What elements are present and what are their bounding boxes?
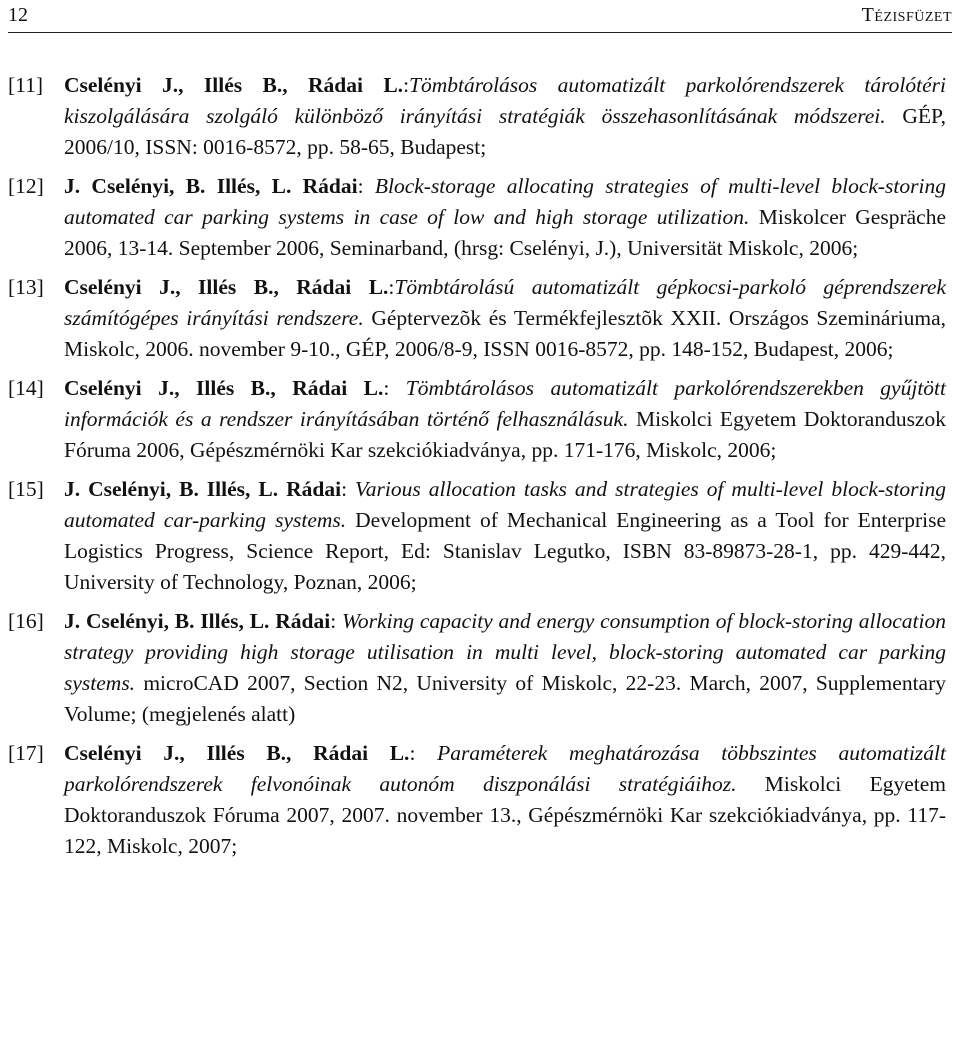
reference-title: Tömbtárolásos automatizált parkolórendszerekben gyűjtött információk és a rendszer irányításában történő felhasználásuk. [64, 376, 946, 431]
reference-item-13 [0, 272, 960, 365]
reference-number: [16] [8, 609, 44, 633]
reference-source: Miskolcer Gespräche 2006, 13-14. September 2006, Seminarband, (hrsg: Cselényi, J.), Universität Miskolc, 2006; [64, 205, 947, 260]
reference-number: [15] [8, 477, 44, 501]
reference-title: Block-storage allocating strategies of multi-level block-storing automated car parking systems in case of low and high storage utilization. [64, 174, 946, 229]
reference-authors: J. Cselényi, B. Illés, L. Rádai [64, 609, 331, 633]
reference-separator: : [330, 609, 342, 633]
reference-separator: : [357, 174, 375, 198]
reference-title: Tömbtárolású automatizált gépkocsi-parkoló géprendszerek számítógépes irányítási rendszere. [64, 275, 946, 330]
reference-authors: J. Cselényi, B. Illés, L. Rádai [64, 174, 358, 198]
reference-source: Miskolci Egyetem Doktoranduszok Fóruma 2006, Gépészmérnöki Kar szekciókiadványa, pp. 171-176, Miskolc, 2006; [64, 407, 946, 462]
reference-number: [12] [8, 174, 44, 198]
reference-title: Paraméterek meghatározása többszintes automatizált parkolórendszerek felvonóinak autonóm diszponálási stratégiáihoz. [64, 741, 946, 796]
page-header [8, 0, 952, 33]
reference-title: Working capacity and energy consumption of block-storing allocation strategy providing high storage utilisation in multi level, block-storing automated car parking systems. [64, 609, 946, 695]
reference-item-16 [0, 606, 960, 730]
reference-number: [13] [8, 275, 44, 299]
reference-item-11 [0, 70, 960, 163]
reference-separator: : [403, 73, 410, 97]
reference-item-17 [0, 738, 960, 862]
reference-separator: : [383, 376, 406, 400]
reference-authors: Cselényi J., Illés B., Rádai L. [64, 73, 404, 97]
reference-number: [14] [8, 376, 44, 400]
page-number: 12 [8, 4, 28, 26]
reference-number: [11] [8, 73, 44, 97]
reference-separator: : [409, 741, 438, 765]
reference-source: Miskolci Egyetem Doktoranduszok Fóruma 2007, 2007. november 13., Gépészmérnöki Kar szekciókiadványa, pp. 117-122, Miskolc, 2007; [64, 772, 946, 858]
reference-title: Tömbtárolásos automatizált parkolórendszerek tárolótéri kiszolgálására szolgáló különböző irányítási stratégiák összehasonlításának módszerei. [64, 73, 946, 128]
reference-item-14 [0, 373, 960, 466]
running-title: Tézisfüzet [861, 4, 952, 26]
reference-item-15 [0, 474, 960, 598]
reference-source: Development of Mechanical Engineering as a Tool for Enterprise Logistics Progress, Science Report, Ed: Stanislav Legutko, ISBN 83-89873-28-1, pp. 429-442, University of Technology, Poznan, 2006; [64, 508, 946, 594]
reference-title: Various allocation tasks and strategies of multi-level block-storing automated car-parking systems. [64, 477, 946, 532]
reference-authors: Cselényi J., Illés B., Rádai L. [64, 376, 384, 400]
reference-item-12 [0, 171, 960, 264]
reference-separator: : [388, 275, 395, 299]
reference-separator: : [341, 477, 356, 501]
reference-authors: Cselényi J., Illés B., Rádai L. [64, 275, 389, 299]
reference-list [0, 70, 960, 870]
reference-authors: Cselényi J., Illés B., Rádai L. [64, 741, 410, 765]
reference-source: microCAD 2007, Section N2, University of Miskolc, 22-23. March, 2007, Supplementary Volume; (megjelenés alatt) [64, 671, 946, 726]
reference-authors: J. Cselényi, B. Illés, L. Rádai [64, 477, 342, 501]
reference-source: GÉP, 2006/10, ISSN: 0016-8572, pp. 58-65, Budapest; [64, 104, 946, 159]
reference-number: [17] [8, 741, 44, 765]
reference-source: Géptervezõk és Termékfejlesztõk XXII. Országos Szemináriuma, Miskolc, 2006. november 9-10., GÉP, 2006/8-9, ISSN 0016-8572, pp. 148-152, Budapest, 2006; [64, 306, 946, 361]
